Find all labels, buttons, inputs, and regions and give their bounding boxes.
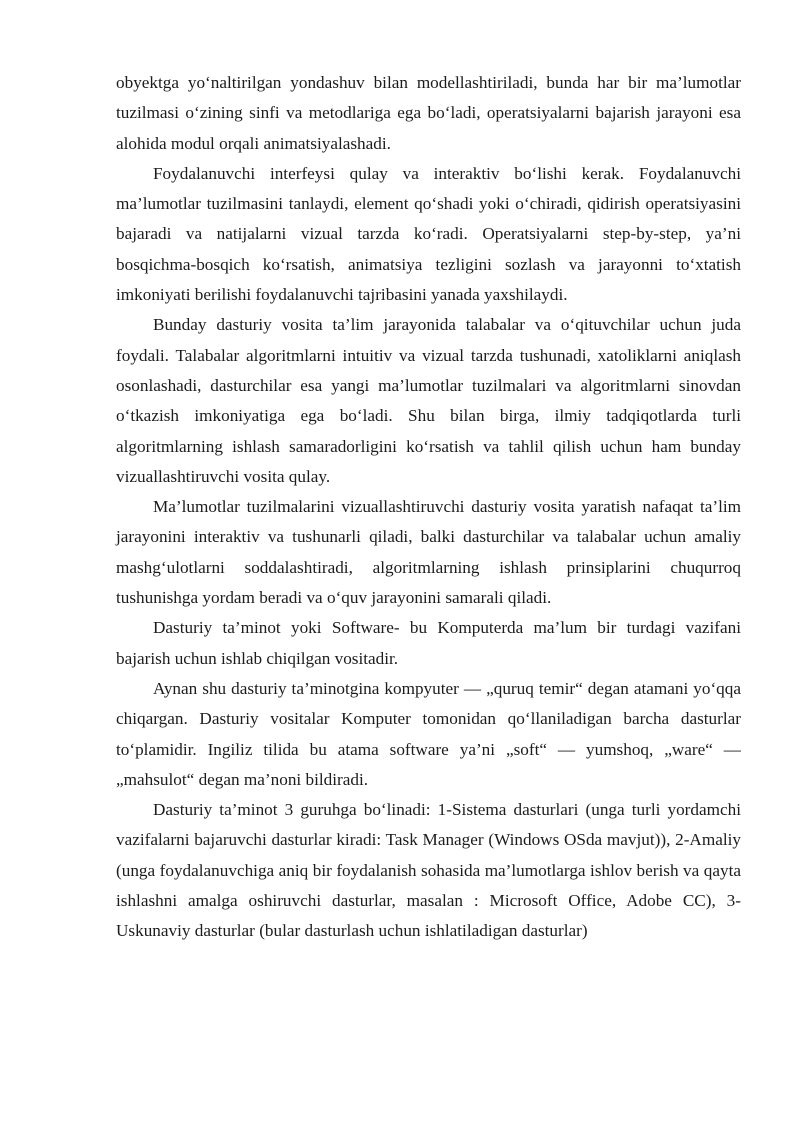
- paragraph-software-definition: Dasturiy ta’minot yoki Software- bu Komputerda ma’lum bir turdagi vazifani bajarish uchun ishlab chiqilgan vositadir.: [116, 618, 741, 668]
- paragraph-educational-benefit: Bunday dasturiy vosita ta’lim jarayonida talabalar va o‘qituvchilar uchun juda foydali. Talabalar algoritmlarni intuitiv va vizual tarzda tushunadi, xatoliklarni aniqlash osonlashadi, dasturchilar esa yangi ma’lumotlar tuzilmalari va algoritmlarni sinovdan o‘tkazish imkoniyatiga ega bo‘ladi. Shu bilan birga, ilmiy tadqiqotlarda turli algoritmlarning ishlash samaradorligini ko‘rsatish va tahlil qilish uchun ham bunday vizuallashtiruvchi vosita qulay.: [116, 315, 741, 486]
- document-page: [116, 68, 741, 947]
- paragraph-continuation: obyektga yo‘naltirilgan yondashuv bilan modellashtiriladi, bunda har bir ma’lumotlar tuzilmasi o‘zining sinfi va metodlariga ega bo‘ladi, operatsiyalarni bajarish jarayoni esa alohida modul orqali animatsiyalashadi.: [116, 73, 741, 153]
- paragraph-user-interface: Foydalanuvchi interfeysi qulay va interaktiv bo‘lishi kerak. Foydalanuvchi ma’lumotlar tuzilmasini tanlaydi, element qo‘shadi yoki o‘chiradi, qidirish operatsiyasini bajaradi va natijalarni vizual tarzda ko‘radi. Operatsiyalarni step-by-step, ya’ni bosqichma-bosqich ko‘rsatish, animatsiya tezligini sozlash va jarayonni to‘xtatish imkoniyati berilishi foydalanuvchi tajribasini yanada yaxshilaydi.: [116, 163, 741, 305]
- paragraph-software-groups: Dasturiy ta’minot 3 guruhga bo‘linadi: 1-Sistema dasturlari (unga turli yordamchi vazifalarni bajaruvchi dasturlar kiradi: Task Manager (Windows OSda mavjut)), 2-Amaliy (unga foydalanuvchiga aniq bir foydalanish sohasida ma’lumotlarga ishlov berish va qayta ishlashni amalga oshiruvchi dasturlar, masalan : Microsoft Office, Adobe CC), 3-Uskunaviy dasturlar (bular dasturlash uchun ishlatiladigan dasturlar): [116, 800, 741, 941]
- paragraph-software-etymology: Aynan shu dasturiy ta’minotgina kompyuter — „quruq temir“ degan atamani yo‘qqa chiqargan. Dasturiy vositalar Komputer tomonidan qo‘llaniladigan barcha dasturlar to‘plamidir. Ingiliz tilida bu atama software ya’ni „soft“ — yumshoq, „ware“ — „mahsulot“ degan ma’noni bildiradi.: [116, 678, 741, 789]
- paragraph-visualization-tool: Ma’lumotlar tuzilmalarini vizuallashtiruvchi dasturiy vosita yaratish nafaqat ta’lim jarayonini interaktiv va tushunarli qiladi, balki dasturchilar va talabalar uchun amaliy mashg‘ulotlarni soddalashtiradi, algoritmlarning ishlash prinsiplarini chuqurroq tushunishga yordam beradi va o‘quv jarayonini samarali qiladi.: [116, 497, 741, 608]
